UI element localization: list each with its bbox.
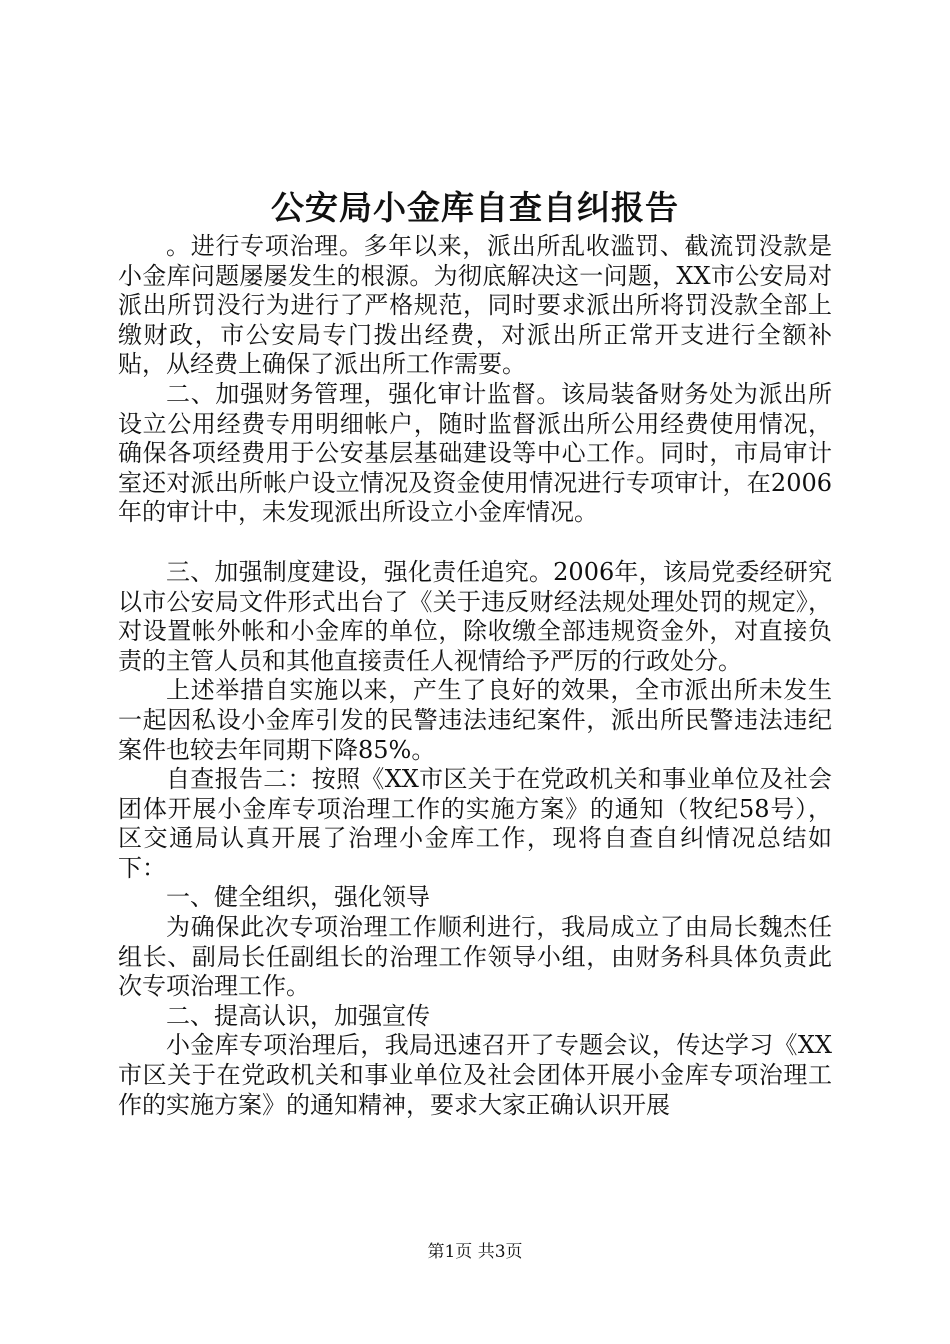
page-number-footer: 第1页 共3页	[427, 1242, 523, 1262]
paragraph-system-building: 三、加强制度建设，强化责任追究。2006年，该局党委经研究以市公安局文件形式出台了《关于违反财经法规处理处罚的规定》，对设置帐外帐和小金库的单位，除收缴全部违规资金外，对直接负责的主管人员和其他直接责任人视情给予严厉的行政处分。	[118, 557, 832, 675]
paragraph-leadership-group: 为确保此次专项治理工作顺利进行，我局成立了由局长魏杰任组长、副局长任副组长的治理工作领导小组，由财务科具体负责此次专项治理工作。	[118, 913, 832, 1001]
paragraph-results: 上述举措自实施以来，产生了良好的效果，全市派出所未发生一起因私设小金库引发的民警违法违纪案件，派出所民警违法违纪案件也较去年同期下降85%。	[118, 676, 832, 764]
document-body	[118, 232, 832, 1120]
document-title: 公安局小金库自查自纠报告	[271, 188, 679, 227]
section-heading-organization: 一、健全组织，强化领导	[166, 883, 430, 912]
paragraph-financial-management: 二、加强财务管理，强化审计监督。该局装备财务处为派出所设立公用经费专用明细帐户，随时监督派出所公用经费使用情况，确保各项经费用于公安基层基础建设等中心工作。同时，市局审计室还对派出所帐户设立情况及资金使用情况进行专项审计，在2006年的审计中，未发现派出所设立小金库情况。	[118, 379, 832, 527]
section-heading-awareness: 二、提高认识，加强宣传	[166, 1001, 430, 1030]
paragraph-report-two-intro: 自查报告二：按照《XX市区关于在党政机关和事业单位及社会团体开展小金库专项治理工作的实施方案》的通知（牧纪58号），区交通局认真开展了治理小金库工作，现将自查自纠情况总结如下：	[118, 765, 832, 882]
paragraph-meeting: 小金库专项治理后，我局迅速召开了专题会议，传达学习《XX市区关于在党政机关和事业单位及社会团体开展小金库专项治理工作的实施方案》的通知精神，要求大家正确认识开展	[118, 1031, 832, 1119]
paragraph-special-governance: 。进行专项治理。多年以来，派出所乱收滥罚、截流罚没款是小金库问题屡屡发生的根源。为彻底解决这一问题，XX市公安局对派出所罚没行为进行了严格规范，同时要求派出所将罚没款全部上缴财政，市公安局专门拨出经费，对派出所正常开支进行全额补贴，从经费上确保了派出所工作需要。	[118, 232, 832, 379]
